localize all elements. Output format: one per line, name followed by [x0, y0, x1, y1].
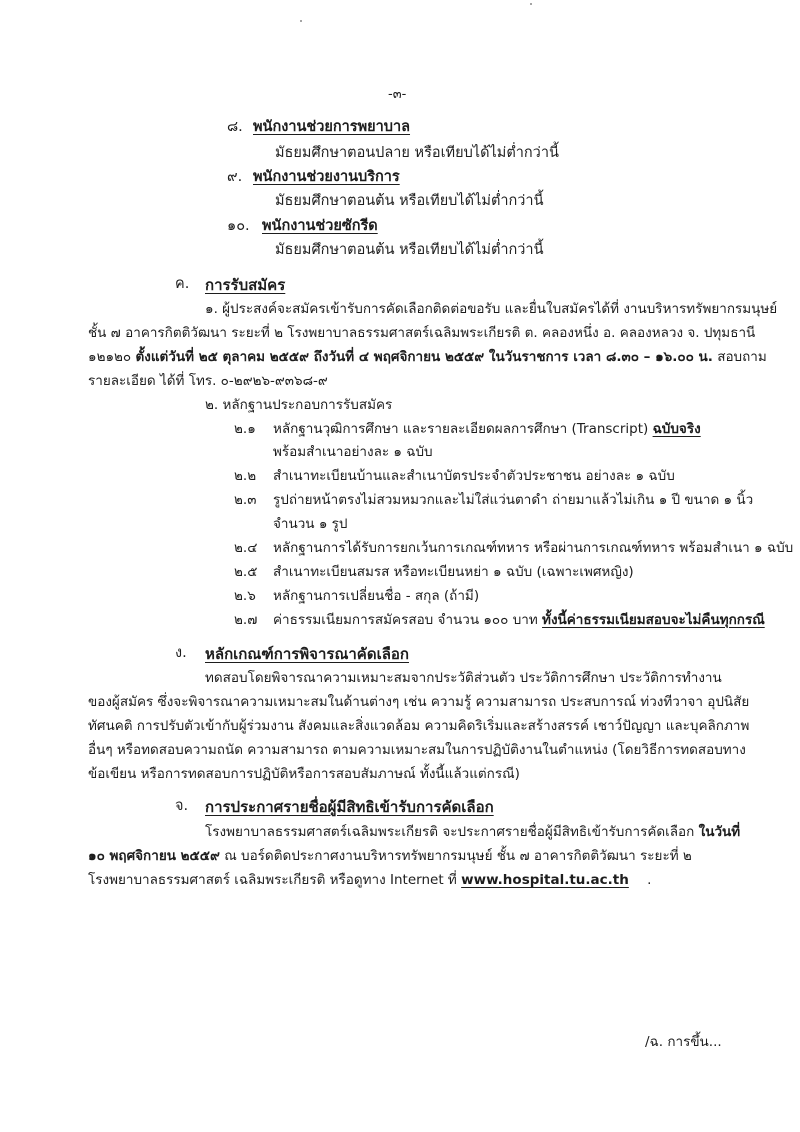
criteria-line: อื่นๆ หรือทดสอบความถนัด ความสามารถ ตามความเหมาะสมในการปฏิบัติงานในตำแหน่ง (โดยวิธีการทดสอบทาง — [88, 742, 746, 758]
criteria-line: ทดสอบโดยพิจารณาความเหมาะสมจากประวัติส่วนตัว ประวัติการศึกษา ประวัติการทำงาน — [205, 670, 722, 686]
position-number: ๘. — [227, 119, 243, 135]
doc-text: หลักฐานการได้รับการยกเว้นการเกณฑ์ทหาร หรือผ่านการเกณฑ์ทหาร พร้อมสำเนา ๑ ฉบับ — [273, 540, 794, 556]
scan-speck — [300, 20, 302, 22]
application-period: ตั้งแต่วันที่ ๒๕ ตุลาคม ๒๕๕๙ ถึงวันที่ ๔ พฤศจิกายน ๒๕๕๙ ในวันราชการ เวลา ๘.๓๐ – ๑๖.๐๐ น. — [135, 349, 713, 365]
announcement-line — [205, 821, 740, 843]
doc-number: ๒.๕ — [234, 564, 258, 580]
announcement-line — [88, 869, 651, 891]
criteria-line: ของผู้สมัคร ซึ่งจะพิจารณาความเหมาะสมในด้านต่างๆ เช่น ความรู้ ความสามารถ ประสบการณ์ ท่วงทีวาจา อุปนิสัย — [88, 694, 750, 710]
continuation-note: /ฉ. การขึ้น... — [645, 1034, 722, 1050]
position-requirement: มัธยมศึกษาตอนต้น หรือเทียบได้ไม่ต่ำกว่านี้ — [275, 193, 544, 209]
section-letter: จ. — [175, 798, 189, 814]
position-title: พนักงานช่วยซักรีด — [262, 218, 378, 234]
position-number: ๙. — [227, 169, 243, 185]
doc-text: หลักฐานการเปลี่ยนชื่อ - สกุล (ถ้ามี) — [273, 588, 480, 604]
announcement-location: ณ บอร์ดติดประกาศงานบริหารทรัพยากรมนุษย์ ชั้น ๗ อาคารกิตติวัฒนา ระยะที่ ๒ — [224, 848, 692, 864]
doc-number: ๒.๑ — [234, 421, 256, 437]
page-number: -๓- — [388, 87, 407, 102]
announcement-text: โรงพยาบาลธรรมศาสตร์เฉลิมพระเกียรติ จะประกาศรายชื่อผู้มีสิทธิเข้ารับการคัดเลือก — [205, 824, 695, 840]
application-line: ๑. ผู้ประสงค์จะสมัครเข้ารับการคัดเลือกติดต่อขอรับ และยื่นใบสมัครได้ที่ งานบริหารทรัพยากรมนุษย์ — [205, 301, 778, 317]
documents-heading: ๒. หลักฐานประกอบการรับสมัคร — [205, 397, 393, 413]
doc-text: ค่าธรรมเนียมการสมัครสอบ จำนวน ๑๐๐ บาท — [273, 612, 538, 628]
position-title: พนักงานช่วยการพยาบาล — [253, 119, 411, 135]
doc-text: สำเนาทะเบียนบ้านและสำเนาบัตรประจำตัวประชาชน อย่างละ ๑ ฉบับ — [273, 468, 675, 484]
section-heading-announcement: การประกาศรายชื่อผู้มีสิทธิเข้ารับการคัดเลือก — [205, 798, 494, 816]
doc-number: ๒.๒ — [234, 468, 257, 484]
doc-continuation: จำนวน ๑ รูป — [273, 516, 348, 532]
position-number: ๑๐. — [227, 218, 250, 234]
criteria-line: ทัศนคติ การปรับตัวเข้ากับผู้ร่วมงาน สังคมและสิ่งแวดล้อม ความคิดริเริ่มและสร้างสรรค์ เชาว์ปัญญา และบุคลิกภาพ — [88, 718, 750, 734]
contact-phone: รายละเอียด ได้ที่ โทร. ๐-๒๙๒๖-๙๓๖๘-๙ — [88, 373, 328, 389]
doc-text: สำเนาทะเบียนสมรส หรือทะเบียนหย่า ๑ ฉบับ (เฉพาะเพศหญิง) — [273, 564, 634, 580]
doc-number: ๒.๓ — [234, 492, 257, 508]
position-requirement: มัธยมศึกษาตอนปลาย หรือเทียบได้ไม่ต่ำกว่านี้ — [275, 145, 559, 161]
criteria-line: ข้อเขียน หรือการทดสอบการปฏิบัติหรือการสอบสัมภาษณ์ ทั้งนี้แล้วแต่กรณี) — [88, 766, 520, 782]
application-line — [88, 346, 767, 368]
scan-speck — [530, 3, 532, 5]
doc-continuation: พร้อมสำเนาอย่างละ ๑ ฉบับ — [273, 444, 433, 460]
announcement-line — [88, 845, 692, 867]
doc-text: หลักฐานวุฒิการศึกษา และรายละเอียดผลการศึกษา (Transcript) — [273, 421, 649, 437]
section-heading-application: การรับสมัคร — [205, 276, 286, 294]
doc-number: ๒.๔ — [234, 540, 258, 556]
doc-emphasis: ฉบับจริง — [652, 421, 701, 437]
hospital-website-link[interactable]: www.hospital.tu.ac.th — [461, 872, 629, 888]
doc-item — [273, 418, 701, 440]
announcement-date: ๑๐ พฤศจิกายน ๒๕๕๙ — [88, 848, 220, 864]
doc-item — [273, 609, 765, 631]
announcement-date-label: ในวันที่ — [698, 824, 741, 840]
position-title: พนักงานช่วยงานบริการ — [253, 169, 400, 185]
doc-emphasis: ทั้งนี้ค่าธรรมเนียมสอบจะไม่คืนทุกกรณี — [542, 612, 765, 628]
section-letter: ง. — [175, 645, 187, 661]
doc-text: รูปถ่ายหน้าตรงไม่สวมหมวกและไม่ใส่แว่นตาดำ ถ่ายมาแล้วไม่เกิน ๑ ปี ขนาด ๑ นิ้ว — [273, 492, 754, 508]
position-requirement: มัธยมศึกษาตอนต้น หรือเทียบได้ไม่ต่ำกว่านี้ — [275, 242, 544, 258]
postal-code: ๑๒๑๒๐ — [88, 349, 132, 365]
doc-number: ๒.๗ — [234, 612, 258, 628]
application-line: ชั้น ๗ อาคารกิตติวัฒนา ระยะที่ ๒ โรงพยาบาลธรรมศาสตร์เฉลิมพระเกียรติ ต. คลองหนึ่ง อ. คลองหลวง จ. ปทุมธานี — [88, 325, 756, 341]
sentence-end: . — [647, 872, 652, 888]
inquiry-text: สอบถาม — [717, 349, 767, 365]
section-heading-criteria: หลักเกณฑ์การพิจารณาคัดเลือก — [205, 645, 409, 663]
section-letter: ค. — [175, 276, 190, 292]
doc-number: ๒.๖ — [234, 588, 256, 604]
announcement-text: โรงพยาบาลธรรมศาสตร์ เฉลิมพระเกียรติ หรือดูทาง Internet ที่ — [88, 872, 457, 888]
